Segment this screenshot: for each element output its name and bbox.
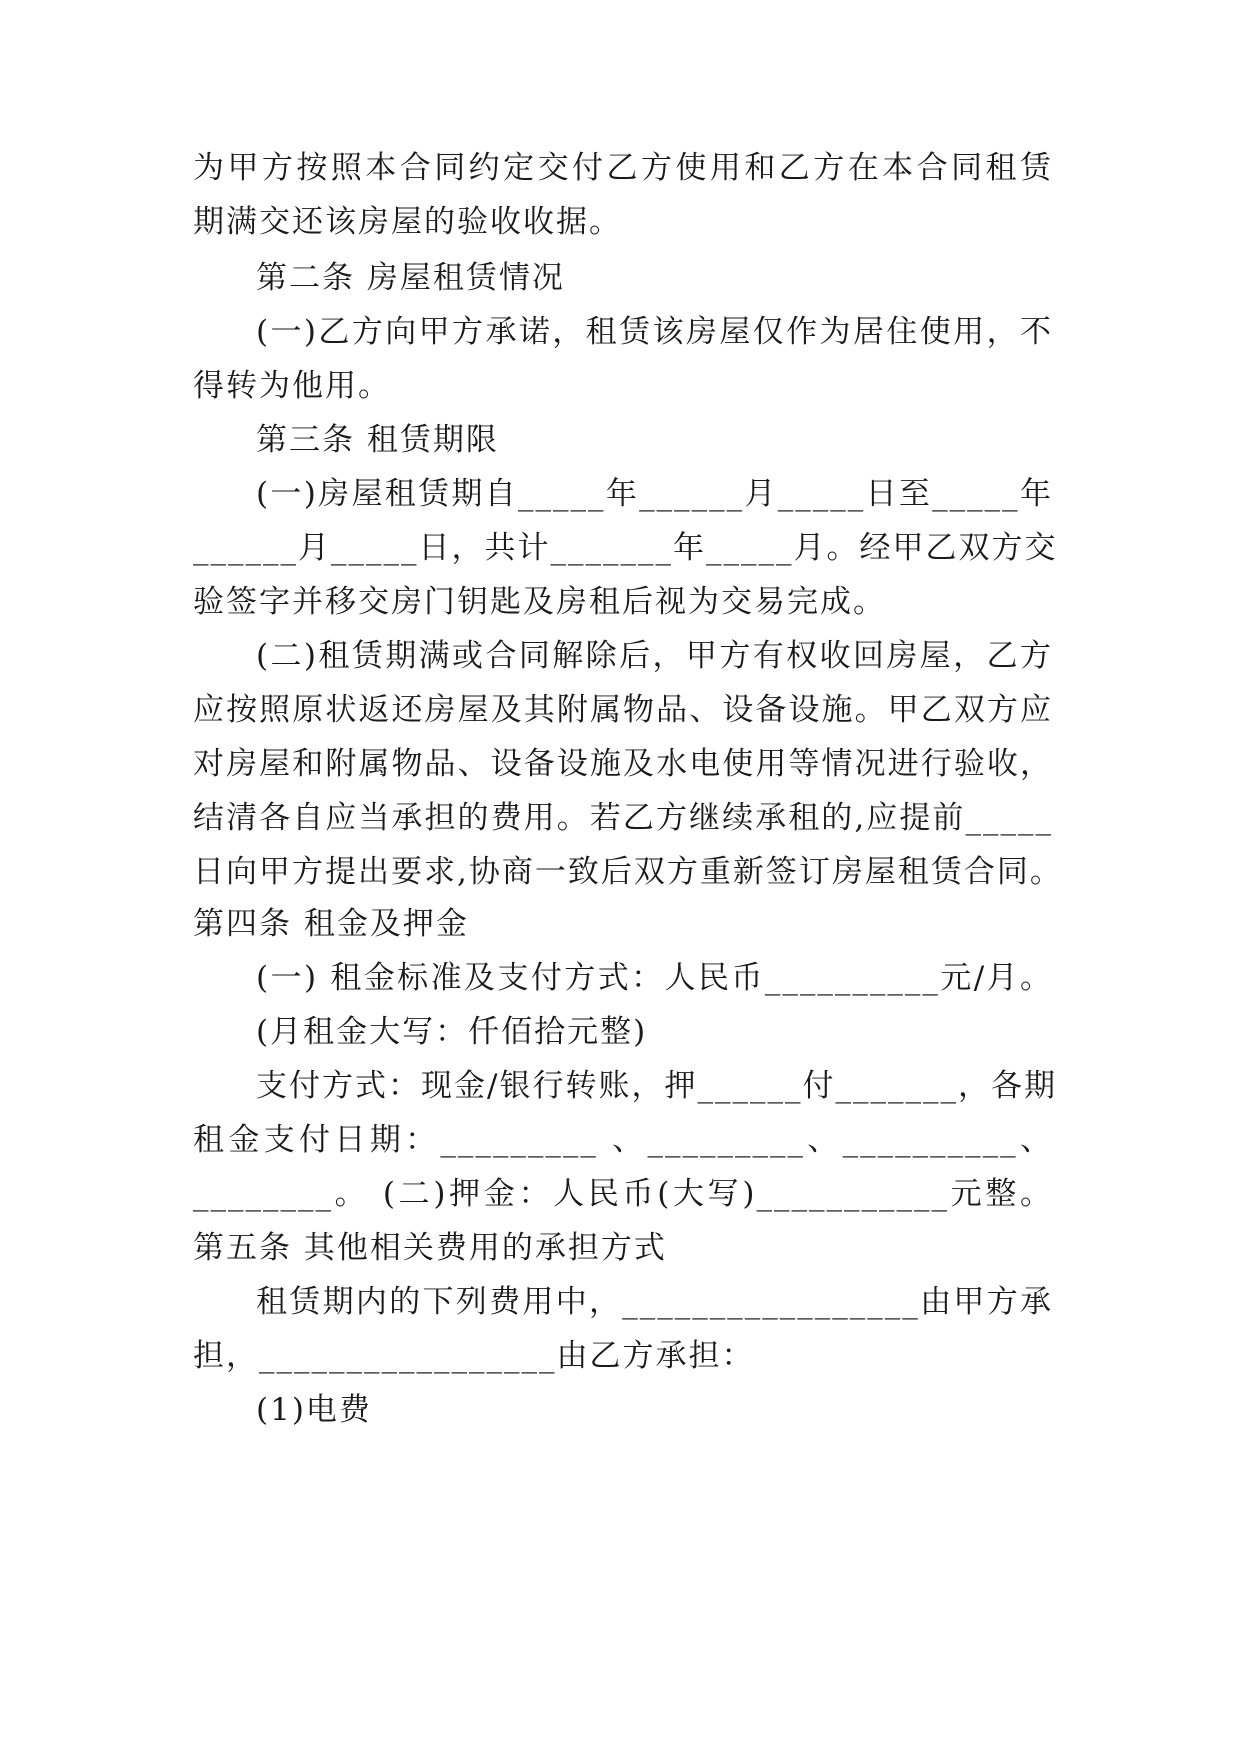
article-heading: 第三条 租赁期限 <box>256 422 499 458</box>
paragraph-line: ________。 (二)押金：人民币(大写)___________元整。 <box>193 1176 1053 1212</box>
paragraph-line: 担，_________________由乙方承担： <box>193 1338 755 1374</box>
paragraph-line: 应按照原状返还房屋及其附属物品、设备设施。甲乙双方应 <box>193 692 1053 728</box>
paragraph-line: (月租金大写：仟佰拾元整) <box>256 1014 648 1050</box>
paragraph-line: (一) 租金标准及支付方式：人民币__________元/月。 <box>256 960 1053 996</box>
article-heading: 第四条 租金及押金 <box>193 906 469 942</box>
paragraph-line: 期满交还该房屋的验收收据。 <box>193 204 622 240</box>
paragraph-line: 得转为他用。 <box>193 368 391 404</box>
paragraph-line: 租赁期内的下列费用中，_________________由甲方承 <box>256 1284 1053 1320</box>
list-item: (1)电费 <box>256 1392 372 1428</box>
paragraph-line: 支付方式：现金/银行转账，押______付_______，各期 <box>256 1068 1057 1104</box>
paragraph-line: (一)房屋租赁期自_____年______月_____日至_____年 <box>256 476 1053 512</box>
paragraph-line: 对房屋和附属物品、设备设施及水电使用等情况进行验收， <box>193 746 1053 782</box>
article-heading: 第二条 房屋租赁情况 <box>256 260 565 296</box>
paragraph-line: 为甲方按照本合同约定交付乙方使用和乙方在本合同租赁 <box>193 150 1053 186</box>
paragraph-line: (二)租赁期满或合同解除后，甲方有权收回房屋，乙方 <box>256 638 1053 674</box>
paragraph-line: 验签字并移交房门钥匙及房租后视为交易完成。 <box>193 584 886 620</box>
paragraph-line: (一)乙方向甲方承诺，租赁该房屋仅作为居住使用，不 <box>256 314 1053 350</box>
article-heading: 第五条 其他相关费用的承担方式 <box>193 1230 667 1266</box>
paragraph-line: 租金支付日期：_________ 、_________、__________、 <box>193 1122 1053 1158</box>
paragraph-line: 结清各自应当承担的费用。若乙方继续承租的,应提前_____ <box>193 800 1053 836</box>
paragraph-line: ______月_____日，共计_______年_____月。经甲乙双方交 <box>193 530 1058 566</box>
paragraph-line: 日向甲方提出要求,协商一致后双方重新签订房屋租赁合同。 <box>193 854 1063 890</box>
